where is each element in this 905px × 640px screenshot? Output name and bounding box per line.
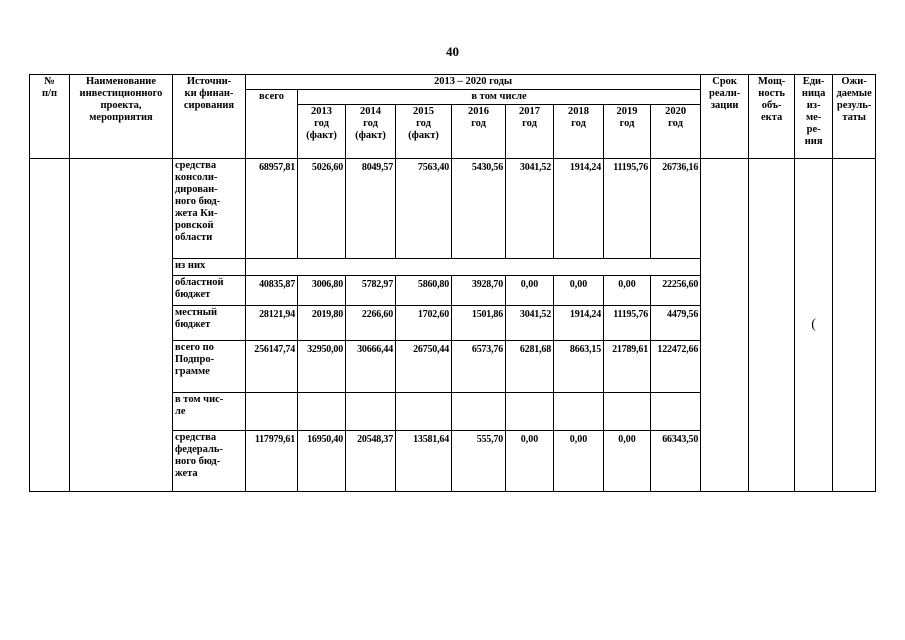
header-year-2018: 2018 год [554, 105, 604, 159]
header-year-2016: 2016 год [452, 105, 506, 159]
unit-cell [795, 159, 833, 492]
row-total: 256147,74 [246, 341, 298, 393]
row-value: 0,00 [604, 431, 651, 492]
header-year-2017: 2017 год [506, 105, 554, 159]
unit-mark: ( [811, 316, 816, 332]
header-project-name: Наименование инвестиционного проекта, мероприятия [70, 75, 173, 159]
header-period: 2013 – 2020 годы [246, 75, 701, 90]
row-value: 1914,24 [554, 159, 604, 259]
header-total: всего [246, 90, 298, 159]
row-value: 11195,76 [604, 306, 651, 341]
row-value: 0,00 [506, 431, 554, 492]
row-value: 5860,80 [396, 276, 452, 306]
row-value: 5782,97 [346, 276, 396, 306]
empty-cell [346, 393, 396, 431]
header-unit: Еди- ница из- ме- ре- ния [795, 75, 833, 159]
empty-cell [651, 393, 701, 431]
row-value: 2019,80 [298, 306, 346, 341]
empty-cell [298, 393, 346, 431]
row-value: 22256,60 [651, 276, 701, 306]
page-number: 40 [446, 44, 459, 59]
row-total: 28121,94 [246, 306, 298, 341]
empty-cell [452, 393, 506, 431]
row-value: 5026,60 [298, 159, 346, 259]
row-value: 3006,80 [298, 276, 346, 306]
capacity-cell [749, 159, 795, 492]
header-year-2013: 2013 год (факт) [298, 105, 346, 159]
empty-cell [604, 393, 651, 431]
row-total: 68957,81 [246, 159, 298, 259]
row-value: 2266,60 [346, 306, 396, 341]
row-value: 16950,40 [298, 431, 346, 492]
row-label: в том чис- ле [173, 393, 246, 431]
row-label: местный бюджет [173, 306, 246, 341]
row-label: областной бюджет [173, 276, 246, 306]
row-value: 13581,64 [396, 431, 452, 492]
row-value: 8663,15 [554, 341, 604, 393]
investment-projects-table [29, 74, 876, 492]
row-value: 4479,56 [651, 306, 701, 341]
header-funding-source: Источни- ки финан- сирования [173, 75, 246, 159]
row-value: 122472,66 [651, 341, 701, 393]
header-expected-results: Ожи- даемые резуль- таты [833, 75, 876, 159]
row-value: 11195,76 [604, 159, 651, 259]
row-total: 40835,87 [246, 276, 298, 306]
row-total: 117979,61 [246, 431, 298, 492]
header-year-2015: 2015 год (факт) [396, 105, 452, 159]
row-value: 26736,16 [651, 159, 701, 259]
header-no: № п/п [30, 75, 70, 159]
row-value: 1501,86 [452, 306, 506, 341]
row-label: всего по Подпро- грамме [173, 341, 246, 393]
row-value: 30666,44 [346, 341, 396, 393]
row-label: средства федераль- ного бюд- жета [173, 431, 246, 492]
header-year-2020: 2020 год [651, 105, 701, 159]
row-value: 20548,37 [346, 431, 396, 492]
row-value: 3928,70 [452, 276, 506, 306]
row-label: из них [173, 259, 246, 276]
row-value: 0,00 [554, 276, 604, 306]
empty-cell [396, 393, 452, 431]
row-value: 5430,56 [452, 159, 506, 259]
row-value: 7563,40 [396, 159, 452, 259]
empty-cell [246, 393, 298, 431]
empty-cell [554, 393, 604, 431]
results-cell [833, 159, 876, 492]
row-value: 555,70 [452, 431, 506, 492]
header-including: в том числе [298, 90, 701, 105]
empty-cell [506, 393, 554, 431]
row-value: 3041,52 [506, 306, 554, 341]
term-cell [701, 159, 749, 492]
project-name-cell [70, 159, 173, 492]
row-value: 0,00 [604, 276, 651, 306]
header-year-2014: 2014 год (факт) [346, 105, 396, 159]
header-term: Срок реали- зации [701, 75, 749, 159]
row-value: 3041,52 [506, 159, 554, 259]
no-cell [30, 159, 70, 492]
header-year-2019: 2019 год [604, 105, 651, 159]
row-value: 32950,00 [298, 341, 346, 393]
header-capacity: Мощ- ность объ- екта [749, 75, 795, 159]
row-value: 0,00 [506, 276, 554, 306]
row-value: 1914,24 [554, 306, 604, 341]
row-value: 1702,60 [396, 306, 452, 341]
row-value: 6573,76 [452, 341, 506, 393]
row-value: 66343,50 [651, 431, 701, 492]
row-value: 26750,44 [396, 341, 452, 393]
row-value: 8049,57 [346, 159, 396, 259]
row-value: 0,00 [554, 431, 604, 492]
row-value: 6281,68 [506, 341, 554, 393]
row-label: средства консоли- дирован- ного бюд- жета Ки- ровской области [173, 159, 246, 259]
row-value: 21789,61 [604, 341, 651, 393]
empty-span [246, 259, 701, 276]
